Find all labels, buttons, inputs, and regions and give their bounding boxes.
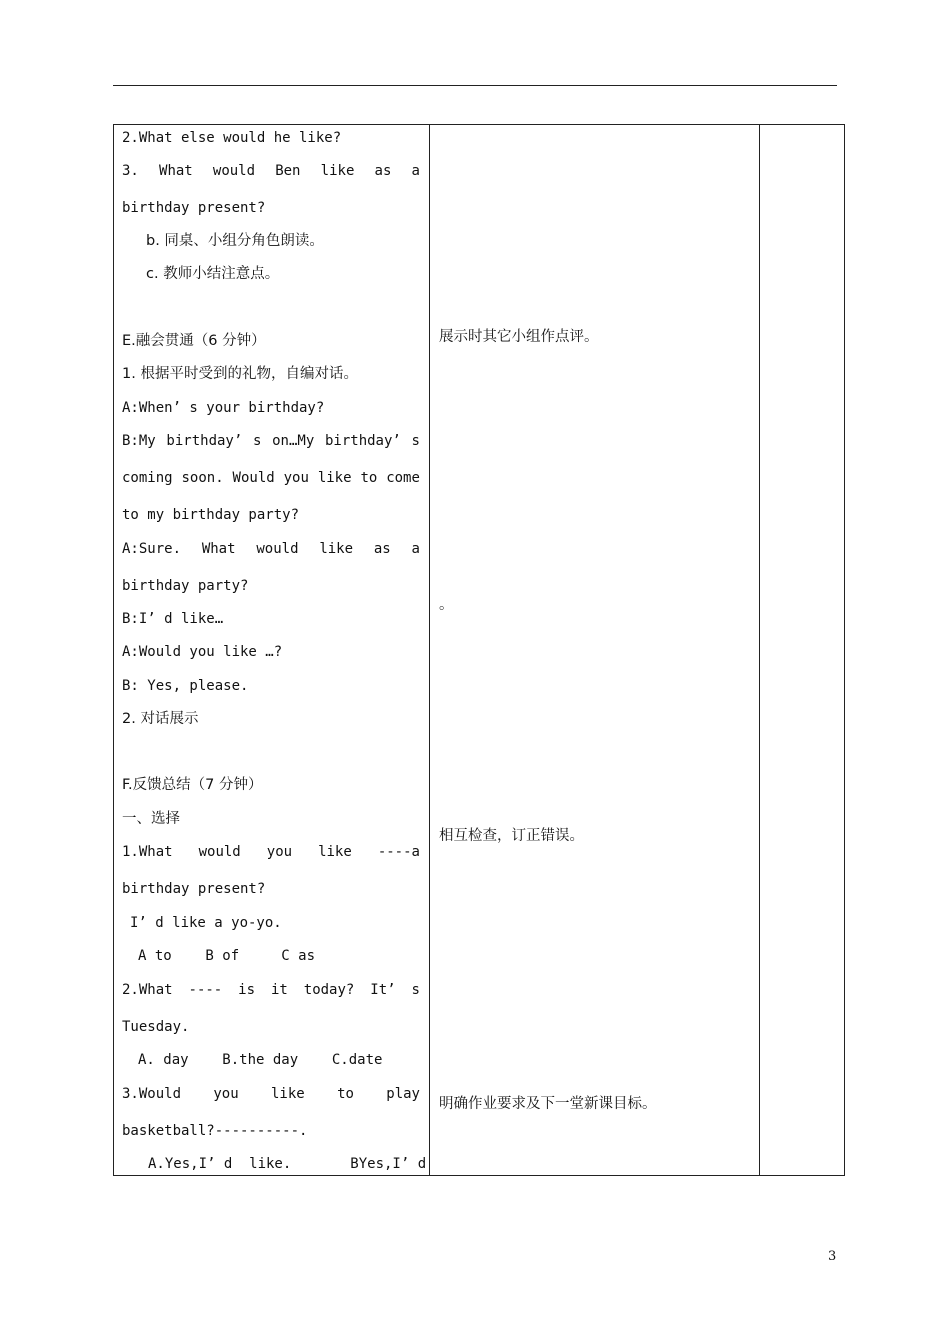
word: you — [283, 470, 309, 486]
word: like — [319, 541, 354, 557]
word: s — [252, 433, 262, 449]
word: a — [411, 541, 420, 557]
word: s — [411, 433, 420, 449]
word: to — [337, 1086, 354, 1102]
exercise-1-cont: birthday present? — [122, 881, 266, 897]
word: it — [270, 982, 288, 998]
word: on…My — [272, 433, 315, 449]
word: Would — [232, 470, 275, 486]
column-divider-2 — [759, 125, 760, 1175]
exercise-3-options: A.Yes,I’ d like. BYes,I’ d — [148, 1156, 427, 1172]
note-homework: 明确作业要求及下一堂新课目标。 — [439, 1096, 657, 1112]
exercise-1 — [122, 843, 420, 861]
step-b: b. 同桌、小组分角色朗读。 — [146, 233, 324, 249]
word: would — [256, 541, 299, 557]
section-e-heading: E.融会贯通（6 分钟） — [122, 333, 266, 349]
section-f-heading: F.反馈总结（7 分钟） — [122, 777, 263, 793]
exercise-2-cont: Tuesday. — [122, 1019, 190, 1035]
word: B:My — [122, 433, 156, 449]
page-number: 3 — [828, 1249, 837, 1264]
word: as — [374, 163, 392, 179]
word: 3. — [122, 163, 139, 179]
word: coming — [122, 470, 173, 486]
exercise-3 — [122, 1085, 420, 1103]
word: What — [201, 541, 236, 557]
word: you — [213, 1086, 239, 1102]
word: ----a — [377, 844, 420, 860]
word: birthday’ — [324, 433, 401, 449]
dialogue-line-3 — [122, 540, 420, 558]
exercise-heading: 一、选择 — [122, 811, 180, 827]
question-3-cont: birthday present? — [122, 200, 266, 216]
dialogue-line-3-cont: birthday party? — [122, 578, 249, 594]
dialogue-line-4: B:I’ d like… — [122, 611, 224, 627]
word: s — [411, 982, 420, 998]
word: 1.What — [122, 844, 173, 860]
word: today? — [303, 982, 355, 998]
question-2: 2.What else would he like? — [122, 130, 342, 146]
note-check-errors: 相互检查，订正错误。 — [439, 828, 584, 844]
exercise-1-answer: I’ d like a yo-yo. — [130, 915, 282, 931]
word: 2.What — [122, 982, 173, 998]
exercise-1-options: A to B of C as — [138, 948, 316, 964]
word: a — [411, 163, 420, 179]
dialogue-line-2-cont — [122, 469, 420, 487]
word: birthday’ — [166, 433, 243, 449]
dialogue-line-6: B: Yes, please. — [122, 678, 249, 694]
word: A:Sure. — [122, 541, 182, 557]
word: What — [159, 163, 193, 179]
word: come — [386, 470, 420, 486]
dialogue-line-5: A:Would you like …? — [122, 644, 283, 660]
column-divider-1 — [429, 125, 430, 1175]
exercise-2 — [122, 981, 420, 999]
dialogue-line-1: A:When’ s your birthday? — [122, 400, 325, 416]
word: to — [360, 470, 378, 486]
word: like — [271, 1086, 305, 1102]
word: would — [198, 844, 241, 860]
exercise-3-cont: basketball?----------. — [122, 1123, 308, 1139]
section-e-task-1: 1. 根据平时受到的礼物，自编对话。 — [122, 366, 358, 382]
word: It’ — [370, 982, 396, 998]
dialogue-line-2 — [122, 432, 420, 450]
word: like — [318, 844, 352, 860]
header-rule — [113, 85, 837, 86]
step-c: c. 教师小结注意点。 — [146, 266, 280, 282]
word: like — [320, 163, 355, 179]
exercise-2-options: A. day B.the day C.date — [138, 1052, 383, 1068]
word: as — [373, 541, 391, 557]
word: is — [238, 982, 256, 998]
question-3 — [122, 162, 420, 180]
word: you — [266, 844, 293, 860]
word: play — [386, 1086, 420, 1102]
note-peer-review: 展示时其它小组作点评。 — [439, 329, 599, 345]
dialogue-line-2-end: to my birthday party? — [122, 507, 300, 523]
word: like — [317, 470, 352, 486]
word: 3.Would — [122, 1086, 182, 1102]
word: Ben — [275, 163, 301, 179]
word: would — [212, 163, 256, 179]
word: soon. — [181, 470, 224, 486]
word: ---- — [188, 982, 223, 998]
section-e-task-2: 2. 对话展示 — [122, 711, 199, 727]
note-period: 。 — [439, 597, 454, 613]
